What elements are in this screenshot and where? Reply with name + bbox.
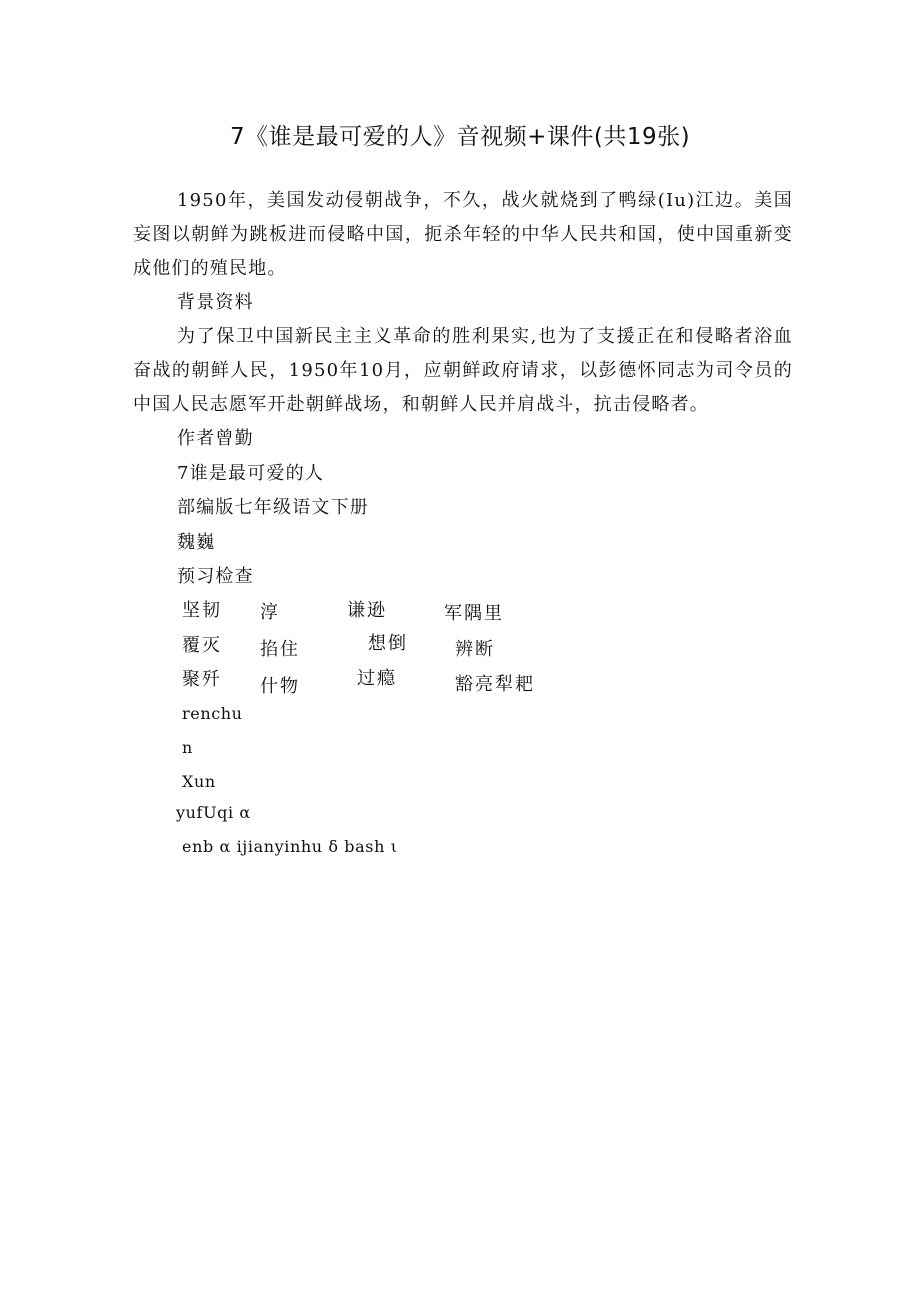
vocab-word: 谦逊: [347, 600, 387, 621]
vocab-word: 什物: [260, 676, 300, 697]
pinyin-line: yufUqi α: [176, 803, 251, 822]
preview-check-heading: 预习检查: [177, 566, 254, 587]
background-paragraph: 为了保卫中国新民主主义革命的胜利果实,也为了支援正在和侵略者浴血奋战的朝鲜人民，1950年10月，应朝鲜政府请求，以彭德怀同志为司令员的中国人民志愿军开赴朝鲜战场，和朝鲜人民并肩战斗，抗击侵略者。: [133, 326, 793, 415]
pinyin-line: n: [182, 738, 193, 757]
vocab-word: 豁亮犁耙: [455, 674, 535, 695]
background-heading: 背景资料: [177, 292, 254, 313]
vocab-word: 过瘾: [357, 668, 397, 689]
vocab-word: 掐住: [260, 639, 300, 660]
lesson-title: 7谁是最可爱的人: [177, 463, 325, 484]
vocab-word: 淳: [260, 602, 280, 623]
vocab-word: 覆灭: [182, 635, 222, 656]
textbook-line: 部编版七年级语文下册: [177, 497, 369, 518]
vocab-word: 想倒: [368, 633, 408, 654]
author-name: 魏巍: [177, 532, 216, 553]
pinyin-line: enb α ijianyinhu δ bash ι: [182, 837, 398, 856]
vocab-word: 坚韧: [182, 600, 222, 621]
pinyin-line: renchu: [182, 704, 243, 723]
intro-paragraph: 1950年，美国发动侵朝战争，不久，战火就烧到了鸭绿(Iu)江边。美国妄图以朝鲜为跳板进而侵略中国，扼杀年轻的中华人民共和国，使中国重新变成他们的殖民地。: [133, 190, 793, 279]
pinyin-line: Xun: [182, 772, 216, 791]
vocab-word: 军隅里: [444, 603, 504, 624]
vocab-word: 辨断: [455, 639, 495, 660]
vocab-word: 聚歼: [182, 669, 222, 690]
author-line: 作者曾勤: [177, 428, 254, 449]
document-title: 7《谁是最可爱的人》音视频+课件(共19张): [229, 124, 691, 150]
